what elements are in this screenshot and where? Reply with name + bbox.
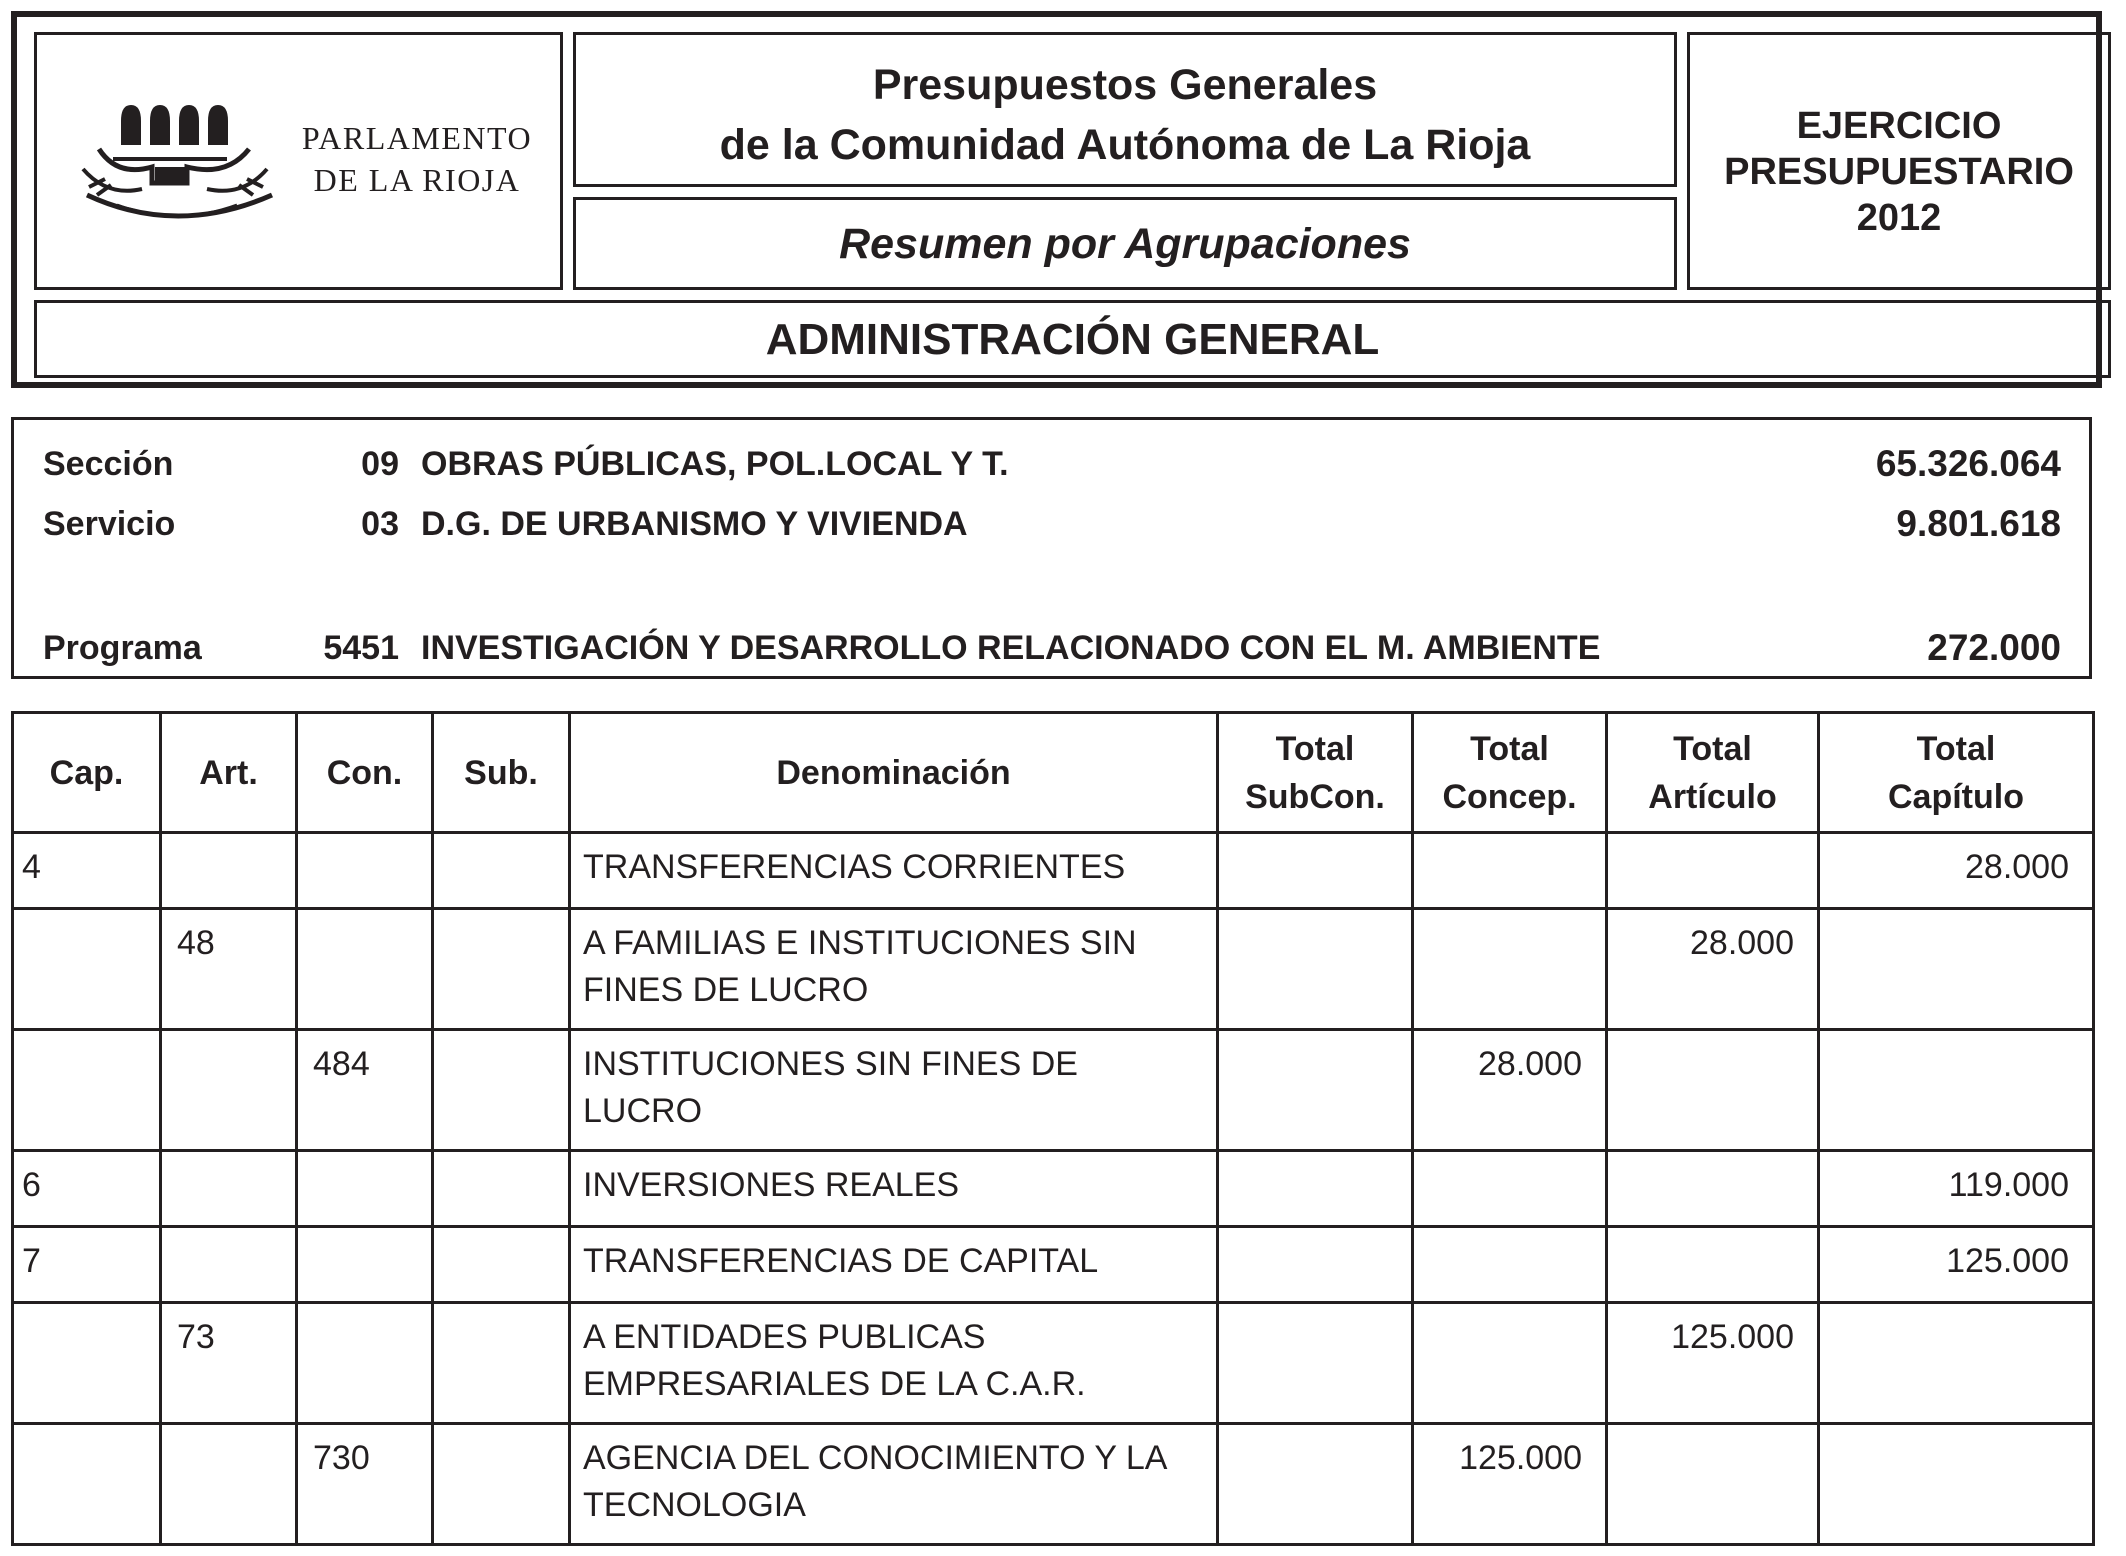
- cell-denominacion: TRANSFERENCIAS DE CAPITAL: [570, 1227, 1218, 1303]
- cell-total-subcon: [1218, 833, 1413, 909]
- cell-con: [297, 909, 433, 1030]
- col-header-sub: Sub.: [433, 713, 570, 833]
- cell-total-concep: [1413, 1303, 1607, 1424]
- cell-total-subcon: [1218, 1030, 1413, 1151]
- cell-total-subcon: [1218, 1151, 1413, 1227]
- administration-box: [34, 300, 2111, 378]
- col-header-total-capitulo-line2: Capítulo: [1888, 777, 2024, 816]
- cell-con: 730: [297, 1424, 433, 1545]
- servicio-code: 03: [361, 505, 399, 543]
- year-line-3: 2012: [1856, 197, 1942, 239]
- cell-total-concep: [1413, 1227, 1607, 1303]
- year-line-2: PRESUPUESTARIO: [1724, 151, 2074, 193]
- cell-art: [161, 1151, 297, 1227]
- cell-denominacion: AGENCIA DEL CONOCIMIENTO Y LA TECNOLOGIA: [570, 1424, 1218, 1545]
- cell-cap: [13, 909, 161, 1030]
- cell-con: [297, 833, 433, 909]
- cell-art: [161, 1424, 297, 1545]
- programa-row: [14, 623, 2089, 673]
- table-row: [13, 1151, 2094, 1227]
- programa-description: INVESTIGACIÓN Y DESARROLLO RELACIONADO CON EL M. AMBIENTE: [421, 629, 1601, 667]
- cell-total-subcon: [1218, 1227, 1413, 1303]
- cell-total-concep: 28.000: [1413, 1030, 1607, 1151]
- cell-art: 73: [161, 1303, 297, 1424]
- cell-total-articulo: [1607, 1227, 1819, 1303]
- document-subtitle: Resumen por Agrupaciones: [839, 220, 1411, 268]
- cell-total-capitulo: [1819, 1424, 2094, 1545]
- table-row: [13, 1303, 2094, 1424]
- cell-con: 484: [297, 1030, 433, 1151]
- cell-con: [297, 1227, 433, 1303]
- seccion-description: OBRAS PÚBLICAS, POL.LOCAL Y T.: [421, 445, 1009, 483]
- logo-box: [34, 32, 563, 290]
- cell-sub: [433, 1151, 570, 1227]
- programa-amount: 272.000: [1927, 627, 2061, 668]
- title-box: [573, 32, 1677, 187]
- cell-cap: 4: [13, 833, 161, 909]
- table-row: [13, 909, 2094, 1030]
- cell-total-articulo: [1607, 1030, 1819, 1151]
- cell-cap: [13, 1030, 161, 1151]
- administration-title: ADMINISTRACIÓN GENERAL: [765, 315, 1380, 364]
- title-line-2: de la Comunidad Autónoma de La Rioja: [719, 121, 1531, 169]
- col-header-total-concep-line1: Total: [1470, 729, 1549, 768]
- cell-sub: [433, 1227, 570, 1303]
- cell-total-concep: 125.000: [1413, 1424, 1607, 1545]
- cell-sub: [433, 1424, 570, 1545]
- cell-total-articulo: 125.000: [1607, 1303, 1819, 1424]
- cell-total-capitulo: [1819, 1303, 2094, 1424]
- cell-total-capitulo: [1819, 1030, 2094, 1151]
- col-header-total-subcon-line1: Total: [1275, 729, 1355, 768]
- col-header-total-capitulo: [1819, 713, 2094, 833]
- cell-denominacion: TRANSFERENCIAS CORRIENTES: [570, 833, 1218, 909]
- cell-cap: [13, 1424, 161, 1545]
- budget-table: [11, 711, 2095, 1546]
- cell-art: [161, 1030, 297, 1151]
- seccion-amount: 65.326.064: [1875, 443, 2061, 484]
- cell-total-articulo: [1607, 1424, 1819, 1545]
- cell-denominacion: A ENTIDADES PUBLICAS EMPRESARIALES DE LA C.A.R.: [570, 1303, 1218, 1424]
- fiscal-year-box: [1687, 32, 2111, 290]
- cell-total-subcon: [1218, 1303, 1413, 1424]
- table-row: [13, 1227, 2094, 1303]
- cell-total-concep: [1413, 909, 1607, 1030]
- col-header-total-articulo-line1: Total: [1673, 729, 1752, 768]
- cell-con: [297, 1303, 433, 1424]
- year-line-1: EJERCICIO: [1796, 105, 2002, 147]
- cell-art: [161, 1227, 297, 1303]
- servicio-amount: 9.801.618: [1896, 503, 2061, 544]
- seccion-row: [14, 439, 2089, 489]
- col-header-total-concep: [1413, 713, 1607, 833]
- servicio-description: D.G. DE URBANISMO Y VIVIENDA: [421, 505, 968, 543]
- servicio-row: [14, 499, 2089, 549]
- cell-art: [161, 833, 297, 909]
- cell-total-concep: [1413, 833, 1607, 909]
- cell-sub: [433, 1303, 570, 1424]
- fiscal-year-label: [1690, 103, 2108, 241]
- col-header-total-articulo-line2: Artículo: [1648, 777, 1777, 816]
- cell-denominacion: A FAMILIAS E INSTITUCIONES SIN FINES DE LUCRO: [570, 909, 1218, 1030]
- parliament-logo-icon: [77, 87, 287, 237]
- budget-section-info: [11, 417, 2092, 679]
- col-header-total-articulo: [1607, 713, 1819, 833]
- cell-total-articulo: 28.000: [1607, 909, 1819, 1030]
- table-header-row: [13, 713, 2094, 833]
- cell-art: 48: [161, 909, 297, 1030]
- cell-total-subcon: [1218, 1424, 1413, 1545]
- servicio-label: Servicio: [43, 505, 176, 543]
- col-header-total-subcon-line2: SubCon.: [1245, 777, 1385, 816]
- title-line-1: Presupuestos Generales: [872, 61, 1378, 109]
- cell-total-articulo: [1607, 1151, 1819, 1227]
- programa-label: Programa: [43, 629, 202, 667]
- programa-code: 5451: [323, 629, 399, 667]
- cell-sub: [433, 833, 570, 909]
- col-header-total-capitulo-line1: Total: [1916, 729, 1996, 768]
- logo-line-2: DE LA RIOJA: [313, 162, 521, 198]
- cell-sub: [433, 909, 570, 1030]
- seccion-code: 09: [361, 445, 399, 483]
- cell-cap: 7: [13, 1227, 161, 1303]
- col-header-art: Art.: [161, 713, 297, 833]
- cell-total-capitulo: 125.000: [1819, 1227, 2094, 1303]
- col-header-total-subcon: [1218, 713, 1413, 833]
- cell-total-articulo: [1607, 833, 1819, 909]
- document-header: [11, 11, 2102, 388]
- cell-sub: [433, 1030, 570, 1151]
- seccion-label: Sección: [43, 445, 174, 483]
- cell-total-capitulo: 28.000: [1819, 833, 2094, 909]
- col-header-total-concep-line2: Concep.: [1442, 777, 1577, 816]
- subtitle-box: [573, 197, 1677, 290]
- cell-total-capitulo: 119.000: [1819, 1151, 2094, 1227]
- col-header-con: Con.: [297, 713, 433, 833]
- cell-total-subcon: [1218, 909, 1413, 1030]
- col-header-cap: Cap.: [13, 713, 161, 833]
- table-row: [13, 833, 2094, 909]
- cell-cap: [13, 1303, 161, 1424]
- cell-denominacion: INSTITUCIONES SIN FINES DE LUCRO: [570, 1030, 1218, 1151]
- cell-denominacion: INVERSIONES REALES: [570, 1151, 1218, 1227]
- col-header-denominacion: Denominación: [570, 713, 1218, 833]
- logo-line-1: PARLAMENTO: [301, 120, 533, 156]
- table-row: [13, 1424, 2094, 1545]
- table-row: [13, 1030, 2094, 1151]
- cell-cap: 6: [13, 1151, 161, 1227]
- cell-total-concep: [1413, 1151, 1607, 1227]
- cell-con: [297, 1151, 433, 1227]
- logo-wordmark: [277, 117, 557, 201]
- document-title: [576, 55, 1674, 175]
- cell-total-capitulo: [1819, 909, 2094, 1030]
